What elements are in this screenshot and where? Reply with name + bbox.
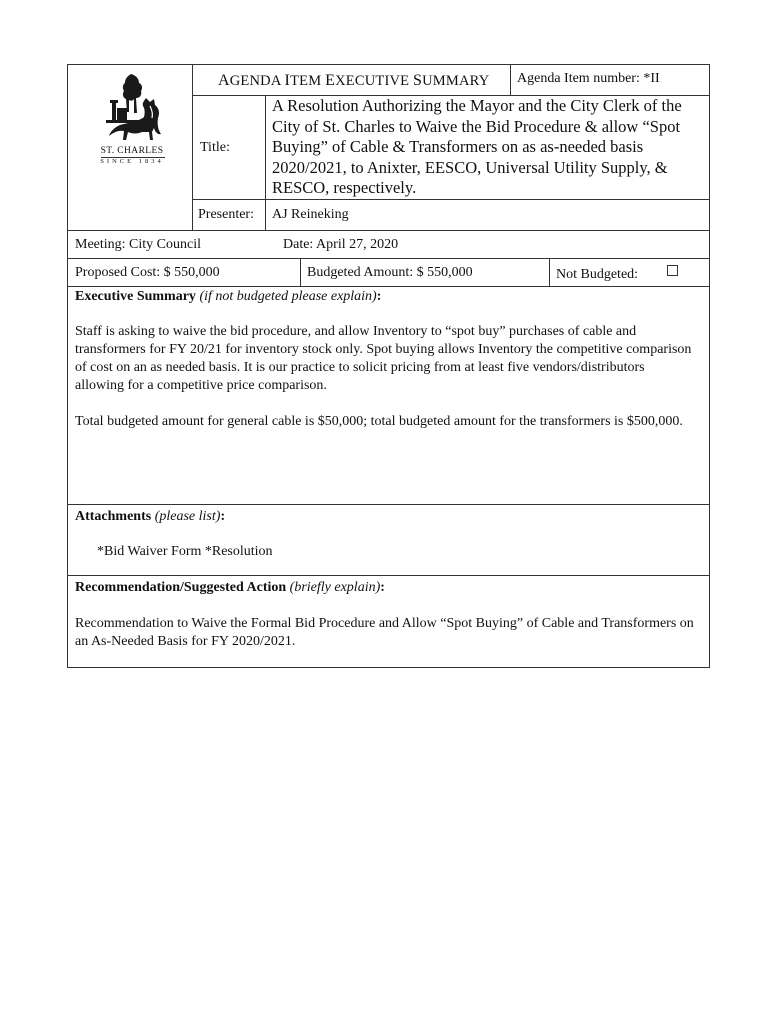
recommendation-note: (briefly explain) [289,580,381,595]
recommendation-title: Recommendation/Suggested Action [75,580,287,595]
budgeted-amount: Budgeted Amount: $ 550,000 [307,265,473,280]
agenda-item-number: Agenda Item number: *II [517,71,660,86]
header-title-e: E [325,72,336,89]
logo-since-year: SINCE 1834 [100,158,164,165]
attachments-note: (please list) [154,509,221,524]
attachments-heading [75,508,225,526]
presenter-label: Presenter: [198,207,254,222]
recommendation-heading [75,579,385,597]
recommendation-divider [67,575,710,576]
cost-divider-1 [300,258,301,286]
executive-summary-note: (if not budgeted please explain) [199,289,377,304]
form-header-title [218,72,489,90]
recommendation-text: Recommendation to Waive the Formal Bid Procedure and Allow “Spot Buying” of Cable and Transformers on an As-Needed Basis for FY 2020/2021. [75,616,694,649]
executive-summary-paragraph-1: Staff is asking to waive the bid procedure, and allow Inventory to “spot buy” purchases of cable and transformers for FY 20/21 for inventory stock only. Spot buying allows Inventory the competitive comparison of cost on an as needed basis. It is our practice to solicit pricing from at least five vendors/distributors allowing for a competitive price comparison. [75,324,692,393]
attachments-colon: : [220,509,226,524]
cost-divider-2 [549,258,550,286]
executive-summary-heading [75,288,381,306]
meeting-date: Date: April 27, 2020 [283,237,399,252]
executive-summary-paragraph-2: Total budgeted amount for general cable is $50,000; total budgeted amount for the transformers is $500,000. [75,414,683,429]
header-title-xecutive: XECUTIVE [335,73,414,89]
agenda-item-divider [510,64,511,96]
cost-row-bottom-divider [67,286,710,287]
header-title-s: S [413,72,423,89]
title-label-divider [265,95,266,230]
meeting-row-divider [67,230,710,231]
executive-summary-title: Executive Summary [75,289,196,304]
attachments-divider [67,504,710,505]
logo-city-name: ST. CHARLES [100,146,164,156]
recommendation-colon: : [380,580,385,595]
resolution-title-text: A Resolution Authorizing the Mayor and the City Clerk of the City of St. Charles to Waive the Bid Procedure & allow “Spot Buying” of Cable & Transformers on as as-needed basis 2020/2021, to Anixter, EESCO, Universal Utility Supply, & RESCO, respectively. [272,96,682,197]
meeting-info: Meeting: City Council [75,237,201,252]
attachments-title: Attachments [75,509,152,524]
presenter-row-divider [192,199,710,200]
logo-column-divider [192,64,193,230]
not-budgeted-label: Not Budgeted: [556,267,639,282]
header-title-genda: GENDA [229,73,285,89]
title-label: Title: [200,140,230,155]
proposed-cost: Proposed Cost: $ 550,000 [75,265,220,280]
header-title-i: I [284,72,291,89]
not-budgeted-checkbox[interactable] [667,265,678,276]
cost-row-top-divider [67,258,710,259]
header-title-a: A [218,72,230,89]
executive-summary-colon: : [376,289,382,304]
presenter-value: AJ Reineking [272,207,349,222]
header-title-ummary: UMMARY [422,73,490,89]
header-title-tem: TEM [290,73,326,89]
attachments-list: *Bid Waiver Form *Resolution [97,544,273,559]
